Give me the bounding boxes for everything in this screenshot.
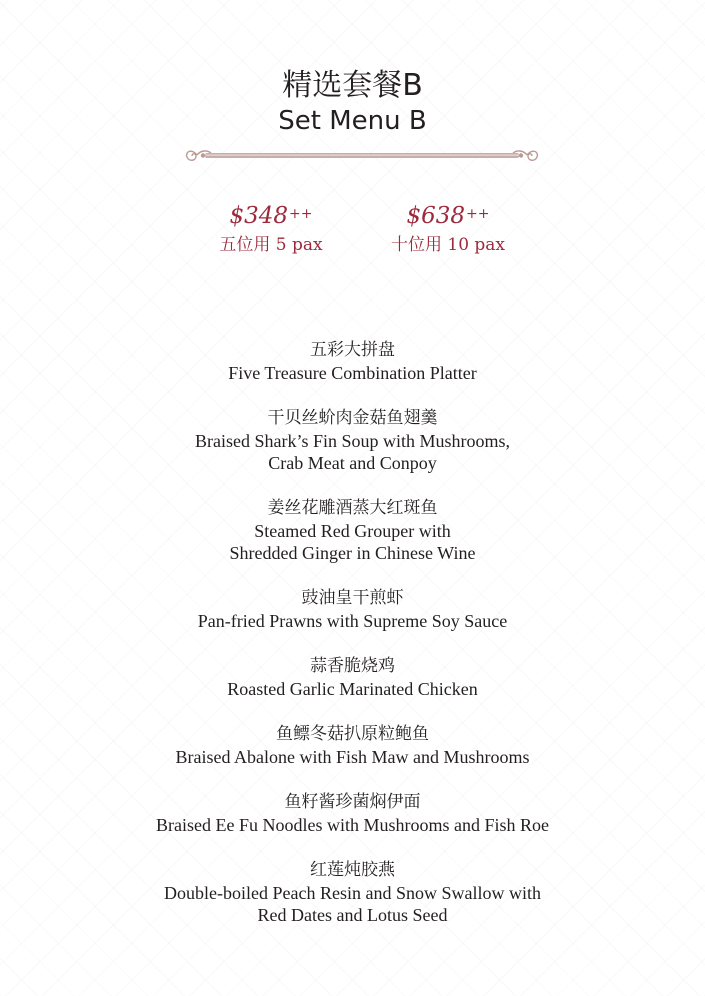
dish-name-english: Braised Abalone with Fish Maw and Mushrooms (175, 747, 530, 767)
dish-name-english: Pan-fried Prawns with Supreme Soy Sauce (197, 611, 508, 631)
dish-name-chinese: 豉油皇干煎虾 (301, 588, 404, 608)
dish-name-chinese: 姜丝花雕酒蒸大红斑鱼 (267, 498, 438, 518)
price-label: 十位用 10 pax (390, 235, 506, 255)
dish-item (0, 496, 705, 564)
price-label: 五位用 5 pax (219, 235, 323, 255)
dish-name-english: Steamed Red Grouper with (254, 521, 451, 541)
dish-item (0, 654, 705, 700)
dish-name-english: Roasted Garlic Marinated Chicken (227, 679, 478, 699)
dish-item (0, 406, 705, 474)
page-title-chinese: 精选套餐B (282, 68, 423, 103)
price-option-10-pax (378, 198, 518, 258)
dish-list (0, 338, 705, 948)
price-section (0, 198, 705, 268)
dish-item (0, 858, 705, 926)
dish-item (0, 722, 705, 768)
dish-name-chinese: 干贝丝蚧肉金菇鱼翅羹 (267, 408, 438, 428)
ornamental-divider-icon (183, 144, 541, 166)
dish-name-chinese: 五彩大拼盘 (310, 340, 395, 360)
dish-name-english: Red Dates and Lotus Seed (257, 905, 448, 925)
dish-name-english: Crab Meat and Conpoy (268, 453, 437, 473)
dish-name-english: Double-boiled Peach Resin and Snow Swallow with (164, 883, 541, 903)
dish-name-chinese: 蒜香脆烧鸡 (310, 656, 395, 676)
dish-name-english: Five Treasure Combination Platter (228, 363, 477, 383)
dish-item (0, 338, 705, 384)
dish-name-english: Shredded Ginger in Chinese Wine (229, 543, 476, 563)
dish-name-english: Braised Shark’s Fin Soup with Mushrooms, (194, 431, 511, 451)
price-option-5-pax (205, 198, 337, 258)
price-suffix: ++ (289, 206, 313, 222)
dish-name-chinese: 鱼鳔冬菇扒原粒鲍鱼 (276, 724, 429, 744)
dish-name-chinese: 鱼籽酱珍菌焖伊面 (284, 792, 421, 812)
price-suffix: ++ (466, 206, 490, 222)
dish-name-english: Braised Ee Fu Noodles with Mushrooms and Fish Roe (156, 815, 549, 835)
price-amount: $348++ (229, 203, 313, 229)
page-title-english: Set Menu B (278, 106, 427, 136)
dish-item (0, 790, 705, 836)
dish-name-chinese: 红莲炖胶燕 (310, 860, 395, 880)
price-amount: $638++ (406, 203, 490, 229)
dish-item (0, 586, 705, 632)
